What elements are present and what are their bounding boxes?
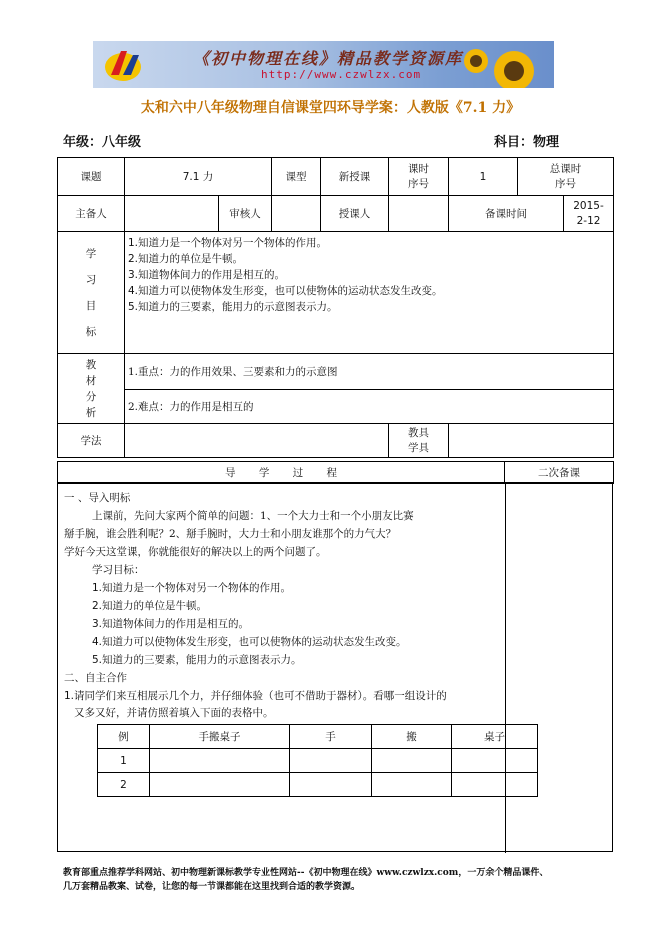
table-header: 手 — [290, 725, 372, 749]
prep-time-value: 2015- 2-12 — [564, 196, 614, 232]
topic-label: 课题 — [58, 158, 125, 196]
goal-item: 1.知道力是一个物体对另一个物体的作用。 — [92, 582, 292, 594]
method-value — [125, 424, 389, 458]
table-header: 桌子 — [452, 725, 538, 749]
intro-line: 掰手腕，谁会胜利呢？2、掰手腕时，大力士和小朋友谁那个的力气大？ — [64, 528, 397, 540]
grade-label: 年级：八年级 — [63, 135, 142, 150]
period-value: 1 — [449, 158, 518, 196]
method-label: 学法 — [58, 424, 125, 458]
table-header: 例 — [98, 725, 150, 749]
lesson-info-table — [57, 157, 614, 458]
preparer-value — [125, 196, 219, 232]
reviewer-value — [272, 196, 321, 232]
goal-item: 5.知道力的三要素，能用力的示意图表示力。 — [92, 654, 302, 666]
page-footer — [63, 866, 603, 894]
goal-item: 3.知道物体间力的作用是相互的。 — [128, 269, 286, 281]
goal-item: 3.知道物体间力的作用是相互的。 — [92, 618, 250, 630]
process-header-table — [57, 461, 614, 484]
goal-item: 2.知道力的单位是牛顿。 — [92, 600, 208, 612]
banner-url[interactable]: http://www.czwlzx.com — [261, 68, 422, 81]
goal-item: 4.知道力可以使物体发生形变，也可以使物体的运动状态发生改变。 — [92, 636, 407, 648]
tools-label: 教具 学具 — [389, 424, 449, 458]
difficulty-point: 2.难点：力的作用是相互的 — [125, 390, 614, 424]
learning-goals — [125, 232, 614, 354]
period-label: 课时 序号 — [389, 158, 449, 196]
intro-line: 上课前，先问大家两个简单的问题：1、一个大力士和一个小朋友比赛 — [92, 510, 414, 522]
prep-time-label: 备课时间 — [449, 196, 564, 232]
sunflower-icon — [456, 41, 546, 88]
header-banner — [93, 41, 554, 88]
section-title: 二、自主合作 — [64, 672, 127, 684]
subject-label: 科目：物理 — [494, 135, 560, 150]
process-header: 导 学 过 程 — [58, 462, 505, 484]
column-divider — [505, 483, 506, 853]
site-logo-icon — [103, 45, 147, 85]
section-title: 一 、导入明标 — [64, 492, 131, 504]
footer-line: 教育部重点推荐学科网站、初中物理新课标教学专业性网站--《初中物理在线》www.czwlzx.com，一万余个精品课件、 — [63, 868, 549, 878]
goals-label: 学 习 目 标 — [58, 232, 125, 354]
footer-line: 几万套精品教案、试卷，让您的每一节课都能在这里找到合适的教学资源。 — [63, 882, 361, 892]
key-point: 1.重点：力的作用效果、三要素和力的示意图 — [125, 354, 614, 390]
type-label: 课型 — [272, 158, 321, 196]
reviewer-label: 审核人 — [219, 196, 272, 232]
page-title: 太和六中八年级物理自信课堂四环导学案：人教版《7.1 力》 — [140, 100, 521, 116]
task-line: 又多又好，并请仿照着填入下面的表格中。 — [74, 707, 274, 719]
table-header: 手搬桌子 — [150, 725, 290, 749]
tools-value — [449, 424, 614, 458]
review-header: 二次备课 — [505, 462, 614, 484]
goal-item: 2.知道力的单位是牛顿。 — [128, 253, 244, 265]
banner-slogan: 《初中物理在线》精品教学资源库 — [193, 49, 464, 68]
teacher-label: 授课人 — [321, 196, 389, 232]
table-row: 2 — [98, 773, 538, 797]
goal-item: 4.知道力可以使物体发生形变，也可以使物体的运动状态发生改变。 — [128, 285, 443, 297]
force-examples-table — [97, 724, 538, 797]
teacher-value — [389, 196, 449, 232]
goal-item: 1.知道力是一个物体对另一个物体的作用。 — [128, 237, 328, 249]
preparer-label: 主备人 — [58, 196, 125, 232]
goal-item: 5.知道力的三要素，能用力的示意图表示力。 — [128, 301, 338, 313]
intro-line: 学好今天这堂课，你就能很好的解决以上的两个问题了。 — [64, 546, 327, 558]
analysis-label: 教 材 分 析 — [58, 354, 125, 424]
total-period-label: 总课时 序号 — [518, 158, 614, 196]
table-header: 搬 — [372, 725, 452, 749]
goals-subtitle: 学习目标： — [92, 564, 145, 576]
table-row: 1 — [98, 749, 538, 773]
task-line: 1.请同学们来互相展示几个力，并仔细体验（也可不借助于器材）。看哪一组设计的 — [64, 690, 447, 702]
type-value: 新授课 — [321, 158, 389, 196]
topic-value: 7.1 力 — [125, 158, 272, 196]
